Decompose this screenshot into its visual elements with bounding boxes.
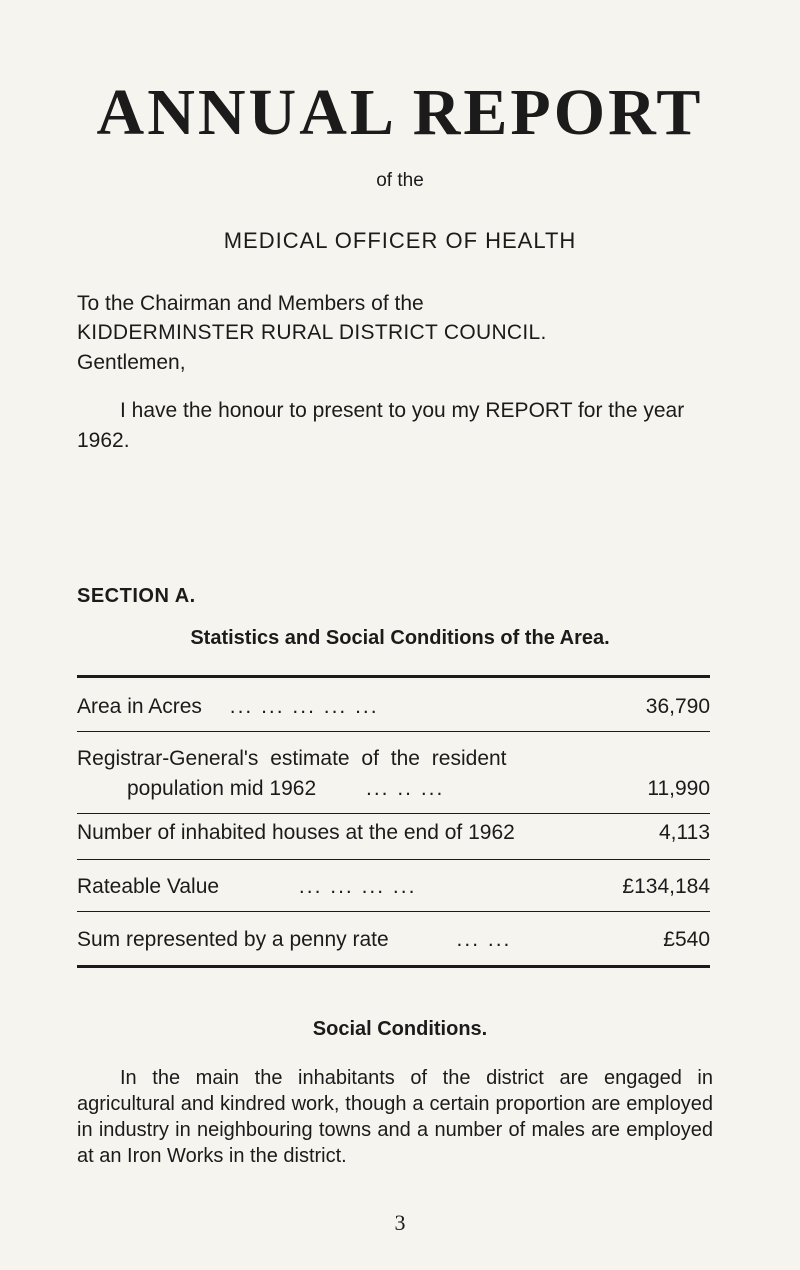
row-divider <box>77 859 710 860</box>
page-number: 3 <box>394 1210 406 1235</box>
stat-label: Sum represented by a penny rate ... ... <box>77 928 512 951</box>
stat-value: 11,990 <box>647 777 710 800</box>
stat-label: Area in Acres ... ... ... ... ... <box>77 695 379 718</box>
address-line-2: KIDDERMINSTER RURAL DISTRICT COUNCIL. <box>77 321 547 344</box>
social-conditions-heading: Social Conditions. <box>312 1018 488 1040</box>
table-top-rule <box>77 675 710 678</box>
intro-paragraph: I have the honour to present to you my REPORT for the year 1962. <box>77 399 685 452</box>
stat-value: 36,790 <box>645 695 710 718</box>
social-conditions-paragraph: In the main the inhabitants of the district are engaged in agricultural and kindred work, though a certain proportion are employed in industry in neighbouring towns and a number of males are employed at an Iron Works in the district. <box>77 1067 713 1167</box>
stat-label-continued: population mid 1962 ... .. ... <box>127 777 445 800</box>
section-label: SECTION A. <box>77 585 196 607</box>
salutation: Gentlemen, <box>77 351 186 374</box>
officer-title: MEDICAL OFFICER OF HEALTH <box>223 228 577 253</box>
report-title: ANNUAL REPORT <box>96 76 704 149</box>
stat-value: £134,184 <box>622 875 710 898</box>
stat-row-population <box>77 746 710 808</box>
stat-label: Number of inhabited houses at the end of 1962 <box>77 821 515 844</box>
row-divider <box>77 731 710 732</box>
address-line-1: To the Chairman and Members of the <box>77 292 424 315</box>
statistics-heading: Statistics and Social Conditions of the Area. <box>190 627 610 649</box>
row-divider <box>77 911 710 912</box>
stat-value: £540 <box>663 928 710 951</box>
table-bottom-rule <box>77 965 710 968</box>
row-divider <box>77 813 710 814</box>
stat-label: Rateable Value ... ... ... ... <box>77 875 417 898</box>
stat-label: Registrar-General's estimate of the resident <box>77 747 507 770</box>
report-subtitle: of the <box>376 170 424 191</box>
stat-value: 4,113 <box>659 821 710 844</box>
